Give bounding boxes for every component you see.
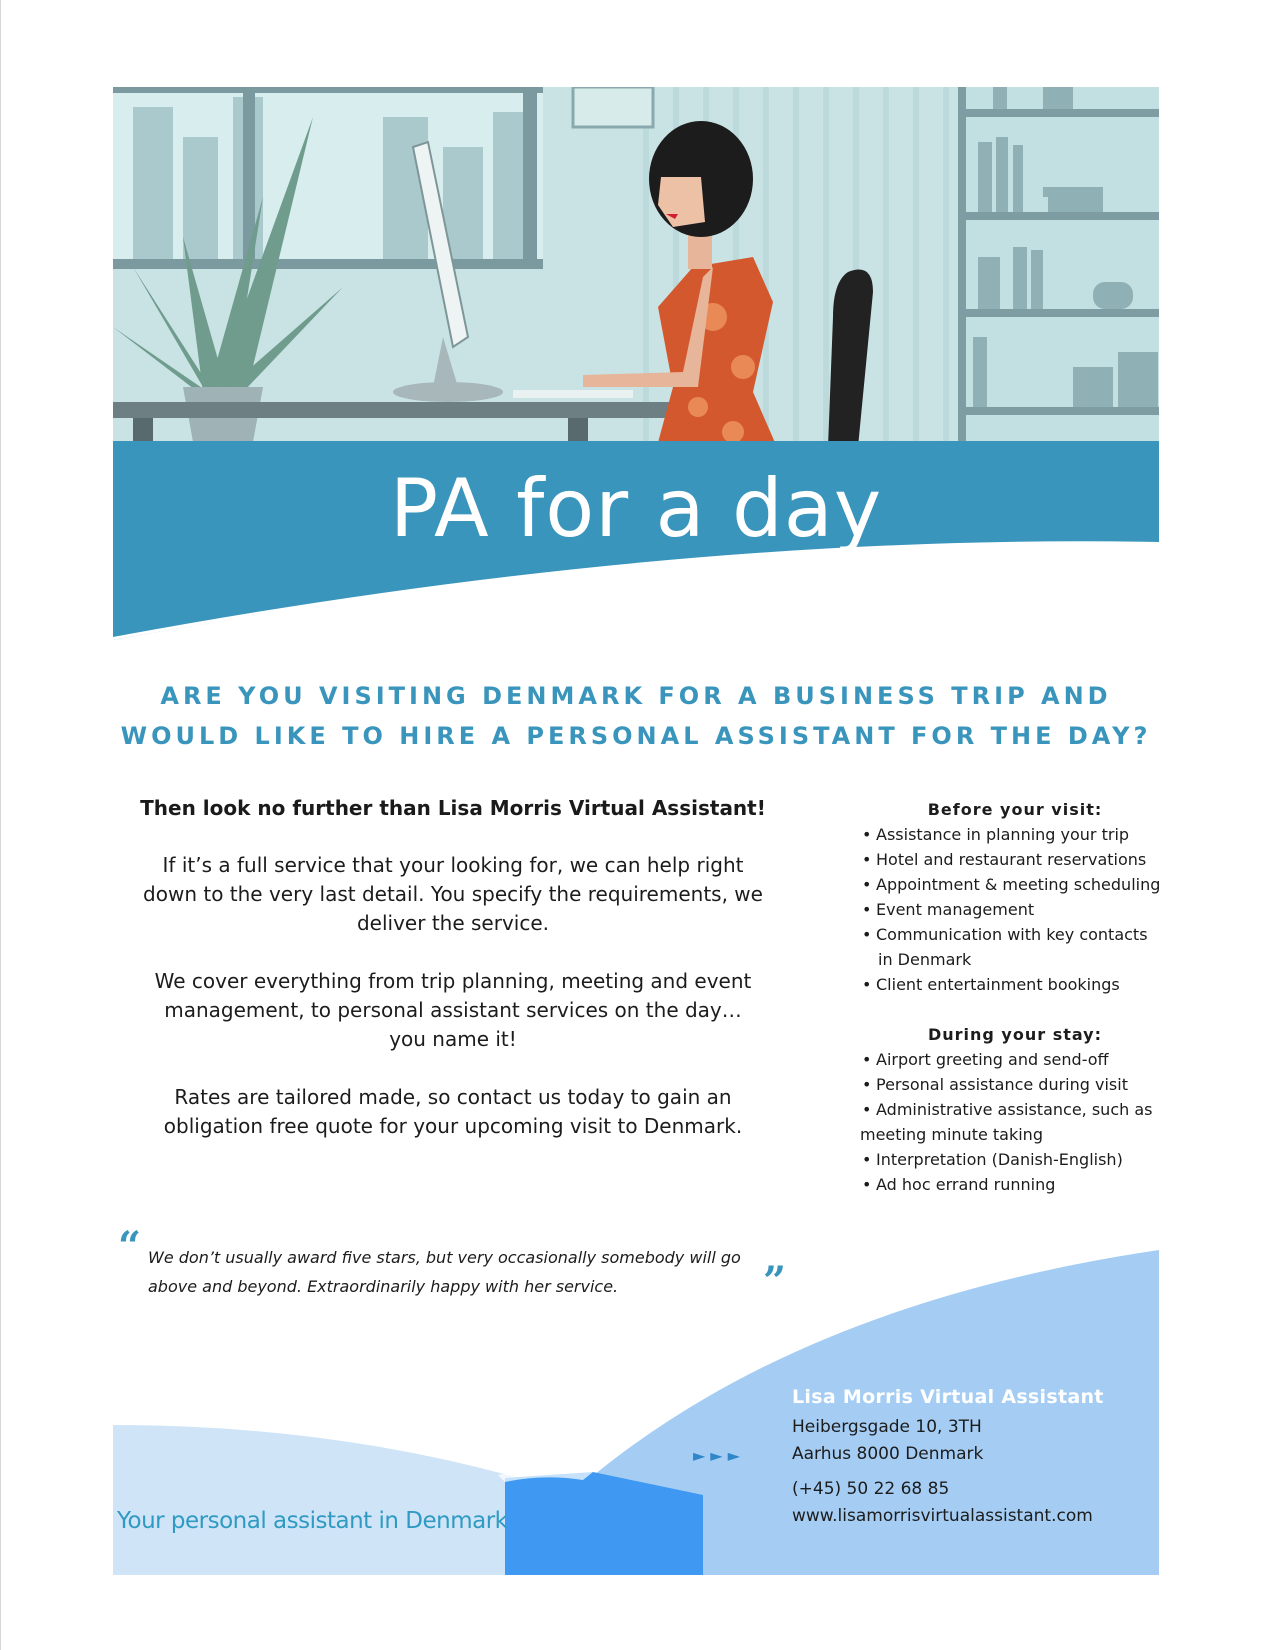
list-item xyxy=(860,1097,1180,1147)
intro-line: We cover everything from trip planning, meeting and event xyxy=(154,969,752,993)
list-item xyxy=(860,922,1180,972)
office-illustration xyxy=(113,87,1159,640)
list-item: • Appointment & meeting scheduling xyxy=(860,872,1180,897)
intro-line: down to the very last detail. You specify the requirements, we xyxy=(143,882,763,906)
list-item-continuation: in Denmark xyxy=(878,950,972,969)
list-item-text: Communication with key contacts xyxy=(876,925,1148,944)
intro-paragraph xyxy=(113,967,793,1054)
quote-line: We don’t usually award five stars, but very occasionally somebody will go xyxy=(148,1248,741,1267)
phone-number: (+45) 50 22 68 85 xyxy=(792,1479,950,1499)
intro-paragraph xyxy=(113,1083,793,1141)
list-item: • Personal assistance during visit xyxy=(860,1072,1180,1097)
intro-column xyxy=(113,793,793,1170)
arrow-icons: ►►► xyxy=(693,1446,745,1465)
contact-block xyxy=(792,1384,1104,1530)
list-item-text: Administrative assistance, such as xyxy=(876,1100,1153,1119)
intro-line: management, to personal assistant services on the day… xyxy=(164,998,742,1022)
company-name: Lisa Morris Virtual Assistant xyxy=(792,1386,1104,1408)
intro-line: you name it! xyxy=(389,1027,517,1051)
list-item-continuation: meeting minute taking xyxy=(860,1125,1043,1144)
list-item: • Assistance in planning your trip xyxy=(860,822,1180,847)
headline-line: ARE YOU VISITING DENMARK FOR A BUSINESS TRIP AND xyxy=(160,682,1112,710)
tagline: Your personal assistant in Denmark xyxy=(117,1508,508,1534)
quote-line: above and beyond. Extraordinarily happy with her service. xyxy=(148,1277,619,1296)
list-item: • Hotel and restaurant reservations xyxy=(860,847,1180,872)
testimonial-quote xyxy=(148,1243,788,1305)
services-column xyxy=(860,797,1180,1222)
during-stay-list xyxy=(860,1047,1180,1197)
list-item: • Ad hoc errand running xyxy=(860,1172,1180,1197)
list-item: • Interpretation (Danish-English) xyxy=(860,1147,1180,1172)
address-line: Aarhus 8000 Denmark xyxy=(792,1444,984,1464)
website-link[interactable]: www.lisamorrisvirtualassistant.com xyxy=(792,1506,1093,1526)
hero-title: PA for a day xyxy=(389,462,883,555)
before-visit-list xyxy=(860,822,1180,997)
intro-lead: Then look no further than Lisa Morris Virtual Assistant! xyxy=(140,796,766,820)
quote-close-icon: ” xyxy=(763,1258,787,1305)
quote-open-icon: “ xyxy=(118,1223,142,1270)
address-line: Heibergsgade 10, 3TH xyxy=(792,1417,982,1437)
intro-line: Rates are tailored made, so contact us today to gain an xyxy=(174,1085,732,1109)
list-item: • Event management xyxy=(860,897,1180,922)
headline-line: WOULD LIKE TO HIRE A PERSONAL ASSISTANT FOR THE DAY? xyxy=(120,722,1152,750)
intro-line: deliver the service. xyxy=(356,911,549,935)
intro-paragraph xyxy=(113,851,793,938)
page-edge xyxy=(0,0,1,1650)
headline xyxy=(113,676,1159,756)
list-item: • Airport greeting and send-off xyxy=(860,1047,1180,1072)
hero-banner xyxy=(113,87,1159,640)
intro-line: If it’s a full service that your looking for, we can help right xyxy=(162,853,744,877)
list-item: • Client entertainment bookings xyxy=(860,972,1180,997)
during-stay-heading: During your stay: xyxy=(927,1025,1103,1044)
intro-line: obligation free quote for your upcoming visit to Denmark. xyxy=(163,1114,743,1138)
before-visit-heading: Before your visit: xyxy=(927,800,1103,819)
